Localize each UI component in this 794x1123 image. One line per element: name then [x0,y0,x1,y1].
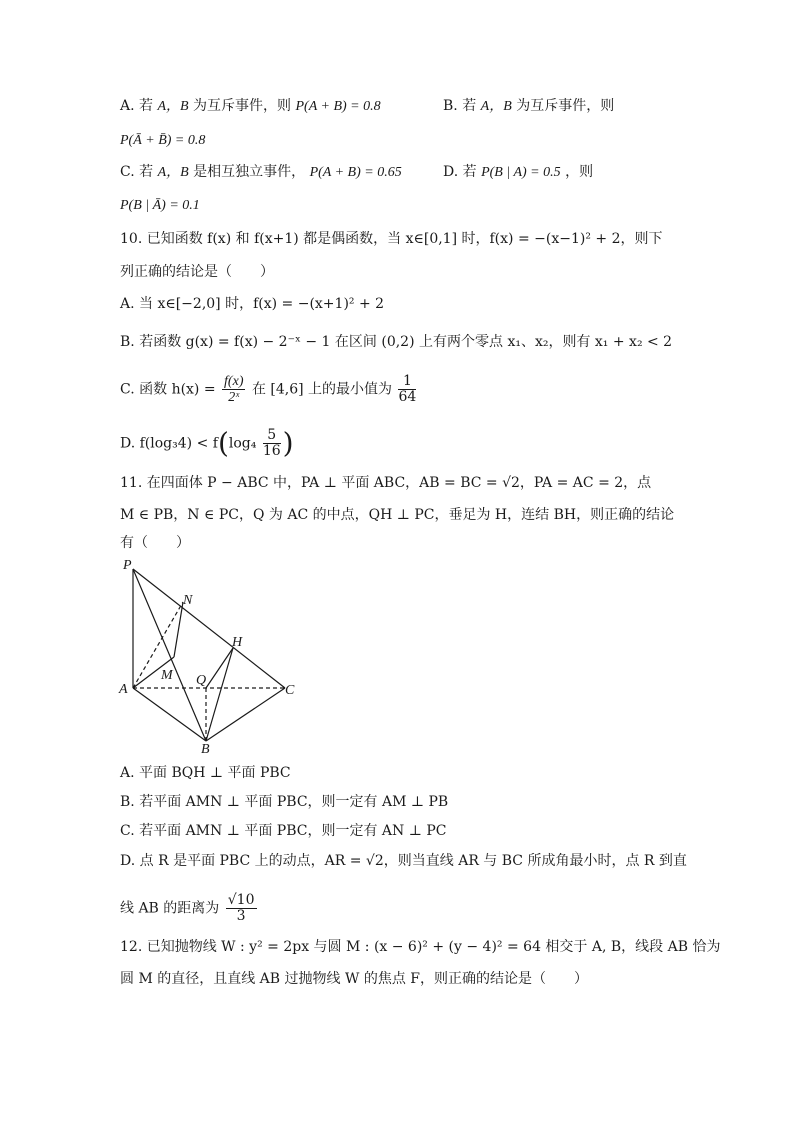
q9-option-a-vars: A，B [157,99,189,114]
tetrahedron-figure [115,555,305,755]
label-c: C [285,683,295,698]
q9-option-a-text: 为互斥事件，则 [193,98,292,114]
q9-option-b-formula-text: P(Ā + B̄) = 0.8 [120,133,206,148]
q10-option-c-fraction [222,374,245,405]
q9-option-d-formula1: P(B | A) = 0.5 [481,165,561,180]
label-q: Q [196,673,207,688]
q11-option-d-line2 [120,893,259,924]
q10-option-c-answer-den: 64 [398,389,417,405]
label-m: M [161,668,173,683]
q11-option-d-line1: D. 点 R 是平面 PBC 上的动点，AR = √2，则当直线 AR 与 BC 所成角最小时，点 R 到直 [120,853,687,869]
q11-option-d-num: √10 [227,892,255,908]
q9-option-c-formula: P(A + B) = 0.65 [309,165,402,180]
q9-option-c-text: 是相互独立事件， [193,164,306,180]
q9-option-a-formula: P(A + B) = 0.8 [295,99,381,114]
q11-stem-line2: M ∈ PB，N ∈ PC，Q 为 AC 的中点，QH ⊥ PC，垂足为 H，连结 BH，则正确的结论 [120,507,675,523]
q10-stem-line1: 10. 已知函数 f(x) 和 f(x+1) 都是偶函数，当 x∈[0,1] 时，f(x) = −(x−1)² + 2，则下 [120,231,663,247]
q9-option-b [443,96,614,117]
label-n: N [183,593,193,608]
q9-option-b-formula [120,130,205,151]
q10-option-d-close-paren: ) [282,426,294,460]
q10-option-d-log: log₄ [228,435,257,452]
q10-option-a: A. 当 x∈[−2,0] 时，f(x) = −(x+1)² + 2 [120,296,385,312]
q10-stem-line2: 列正确的结论是（ ） [120,264,274,280]
segment-bh [206,648,233,741]
q10-option-b: B. 若函数 g(x) = f(x) − 2⁻ˣ − 1 在区间 (0,2) 上有两个零点 x₁、x₂，则有 x₁ + x₂ < 2 [120,334,673,350]
q11-stem-line1: 11. 在四面体 P − ABC 中，PA ⊥ 平面 ABC，AB = BC = √2，PA = AC = 2，点 [120,475,652,491]
q11-option-d-den: 3 [236,908,246,924]
q11-stem-line3: 有（ ） [120,535,190,551]
q9-option-c-prefix: C. 若 [120,164,154,180]
segment-qh [206,648,233,688]
label-a: A [119,682,128,697]
q9-option-d-formula2-text: P(B | Ā) = 0.1 [120,198,200,213]
q11-option-a: A. 平面 BQH ⊥ 平面 PBC [120,765,291,781]
q11-option-c: C. 若平面 AMN ⊥ 平面 PBC，则一定有 AN ⊥ PC [120,823,447,839]
q9-option-b-vars: A，B [480,99,512,114]
q11-option-d-fraction [226,893,257,924]
q10-option-d-den: 16 [262,443,281,459]
q10-option-c-answer-fraction [398,374,416,405]
q10-option-d [120,428,294,459]
q11-option-b: B. 若平面 AMN ⊥ 平面 PBC，则一定有 AM ⊥ PB [120,794,449,810]
q10-option-d-num: 5 [263,428,281,444]
q9-option-d-formula2 [120,195,200,216]
q10-option-d-prefix: D. f(log₃4) < f [120,435,218,452]
q10-option-c-answer-num: 1 [398,374,416,390]
label-b: B [201,742,210,755]
q10-option-d-open-paren: ( [217,426,229,460]
q10-option-c-prefix: C. 函数 h(x) = [120,381,216,398]
q10-option-c-mid: 在 [4,6] 上的最小值为 [251,381,393,398]
q9-option-d-prefix: D. 若 [443,164,477,180]
q9-option-a-prefix: A. 若 [120,98,154,114]
label-p: P [123,558,132,573]
q12-stem-line1: 12. 已知抛物线 W : y² = 2px 与圆 M : (x − 6)² + (y − 4)² = 64 相交于 A, B，线段 AB 恰为 [120,939,721,955]
edge-bc [206,688,285,741]
q12-stem-line2: 圆 M 的直径，且直线 AB 过抛物线 W 的焦点 F，则正确的结论是（ ） [120,971,588,987]
q11-option-d-prefix: 线 AB 的距离为 [120,900,220,917]
q9-option-c [120,162,402,183]
q9-option-a [120,96,381,117]
q9-option-b-text: 为互斥事件，则 [516,98,615,114]
q9-option-d-text: ，则 [565,164,594,180]
q10-option-c-fraction-num: f(x) [224,374,244,389]
q9-option-d [443,162,593,183]
q9-option-b-prefix: B. 若 [443,98,477,114]
segment-mn [174,602,183,657]
q9-option-c-vars: A，B [157,165,189,180]
q10-option-c-fraction-den: 2ˣ [228,390,240,405]
q10-option-c [120,374,418,405]
q10-option-d-fraction [263,428,281,459]
label-h: H [232,635,243,650]
